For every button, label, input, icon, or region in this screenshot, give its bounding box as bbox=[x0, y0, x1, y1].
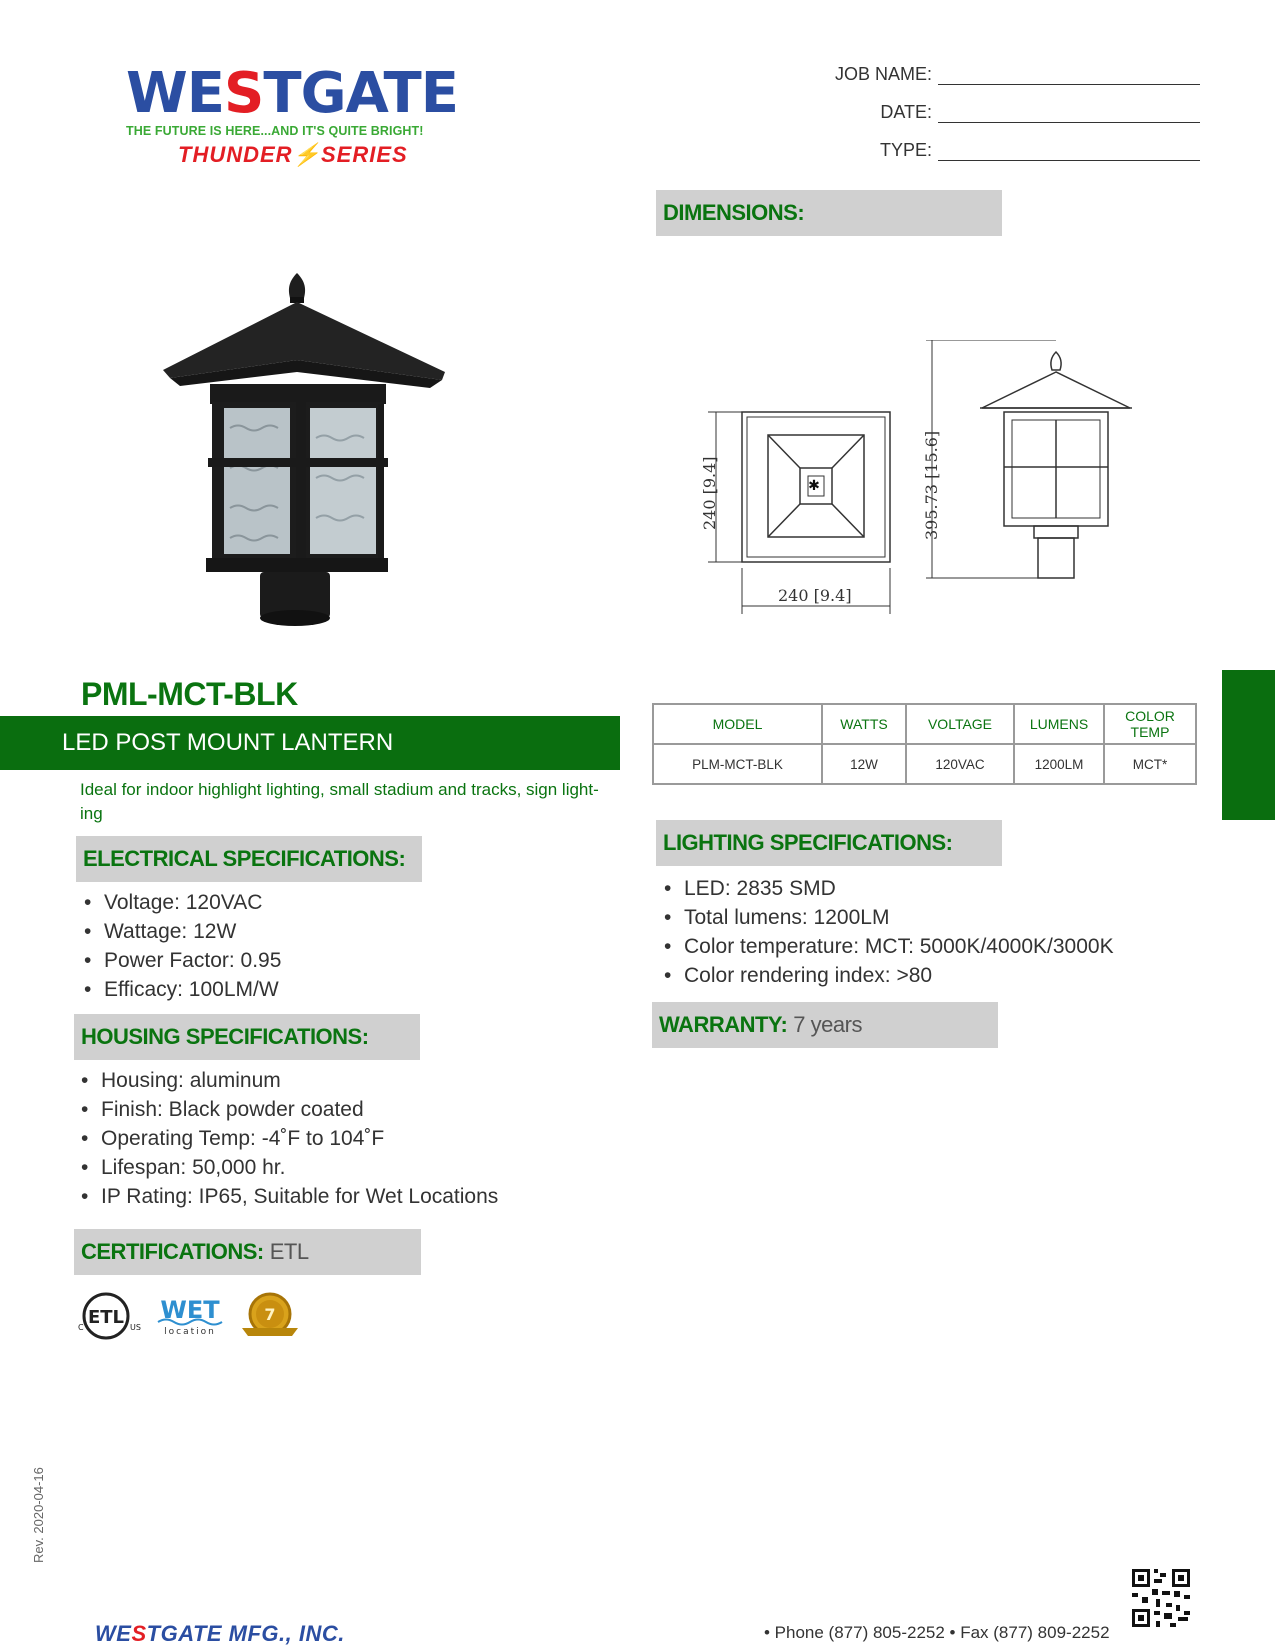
series-logo: THUNDER⚡SERIES bbox=[178, 142, 408, 167]
list-item: • Color rendering index: >80 bbox=[660, 961, 1114, 990]
housing-list bbox=[77, 1066, 498, 1211]
qr-code[interactable] bbox=[1130, 1567, 1192, 1629]
revision-label: Rev. 2020-04-16 bbox=[31, 1467, 46, 1563]
list-item: • Power Factor: 0.95 bbox=[80, 946, 281, 975]
contact-info: • Phone (877) 805-2252 • Fax (877) 809-2252 bbox=[764, 1623, 1110, 1642]
table-header-cell: MODEL bbox=[653, 704, 822, 744]
list-item: • Efficacy: 100LM/W bbox=[80, 975, 281, 1004]
housing-header: HOUSING SPECIFICATIONS: bbox=[74, 1014, 420, 1060]
warranty-header: WARRANTY: 7 years bbox=[652, 1002, 998, 1048]
product-description: Ideal for indoor highlight lighting, small stadium and tracks, sign light-ing bbox=[80, 780, 599, 823]
dimensions-header: DIMENSIONS: bbox=[656, 190, 1002, 236]
table-header-row bbox=[653, 704, 1196, 744]
table-cell: MCT* bbox=[1104, 744, 1196, 784]
table-cell: 12W bbox=[822, 744, 906, 784]
job-name-field[interactable]: JOB NAME: bbox=[835, 64, 1200, 85]
list-item: • LED: 2835 SMD bbox=[660, 874, 1114, 903]
lighting-list bbox=[660, 874, 1114, 990]
spec-table bbox=[652, 703, 1197, 785]
table-header-cell: LUMENS bbox=[1014, 704, 1104, 744]
badge-text: 7 bbox=[264, 1305, 276, 1324]
product-model: PML-MCT-BLK bbox=[81, 676, 298, 712]
list-item: • IP Rating: IP65, Suitable for Wet Locations bbox=[77, 1182, 498, 1211]
wet-location-logo bbox=[154, 1294, 226, 1338]
side-tab bbox=[1222, 670, 1275, 820]
brand-logo: WESTGATE bbox=[126, 61, 458, 126]
date-field[interactable]: DATE: bbox=[880, 102, 1200, 123]
dim-width-label: 240 [9.4] bbox=[778, 586, 852, 605]
wet-sub-text: location bbox=[164, 1327, 216, 1337]
table-header-cell: WATTS bbox=[822, 704, 906, 744]
certifications-header: CERTIFICATIONS: ETL bbox=[74, 1229, 421, 1275]
product-photo bbox=[150, 268, 450, 632]
list-item: • Housing: aluminum bbox=[77, 1066, 498, 1095]
warranty-7-badge bbox=[238, 1290, 302, 1344]
list-item: • Color temperature: MCT: 5000K/4000K/3000K bbox=[660, 932, 1114, 961]
brand-tagline: THE FUTURE IS HERE...AND IT'S QUITE BRIGHT! bbox=[126, 124, 424, 138]
product-name-bar: LED POST MOUNT LANTERN bbox=[0, 716, 620, 770]
list-item: • Wattage: 12W bbox=[80, 917, 281, 946]
svg-text:C: C bbox=[78, 1323, 84, 1332]
etl-text: ETL bbox=[87, 1307, 125, 1328]
wet-text: WET bbox=[160, 1296, 220, 1324]
type-field[interactable]: TYPE: bbox=[880, 140, 1200, 161]
list-item: • Lifespan: 50,000 hr. bbox=[77, 1153, 498, 1182]
table-cell: 120VAC bbox=[906, 744, 1014, 784]
table-cell: 1200LM bbox=[1014, 744, 1104, 784]
svg-text:US: US bbox=[130, 1323, 141, 1332]
table-header-cell: VOLTAGE bbox=[906, 704, 1014, 744]
etl-listed-logo bbox=[76, 1290, 146, 1342]
table-header-cell: COLOR TEMP bbox=[1104, 704, 1196, 744]
electrical-list bbox=[80, 888, 281, 1004]
list-item: • Finish: Black powder coated bbox=[77, 1095, 498, 1124]
svg-text:✱: ✱ bbox=[808, 478, 820, 494]
list-item: • Voltage: 120VAC bbox=[80, 888, 281, 917]
dim-total-height-label: 395.73 [15.6] bbox=[922, 430, 941, 540]
lighting-header: LIGHTING SPECIFICATIONS: bbox=[656, 820, 1002, 866]
table-row bbox=[653, 744, 1196, 784]
footer-company: WESTGATE MFG., INC. bbox=[95, 1621, 345, 1646]
list-item: • Total lumens: 1200LM bbox=[660, 903, 1114, 932]
table-cell: PLM-MCT-BLK bbox=[653, 744, 822, 784]
electrical-header: ELECTRICAL SPECIFICATIONS: bbox=[76, 836, 422, 882]
dim-height-label: 240 [9.4] bbox=[700, 456, 719, 530]
list-item: • Operating Temp: -4˚F to 104˚F bbox=[77, 1124, 498, 1153]
